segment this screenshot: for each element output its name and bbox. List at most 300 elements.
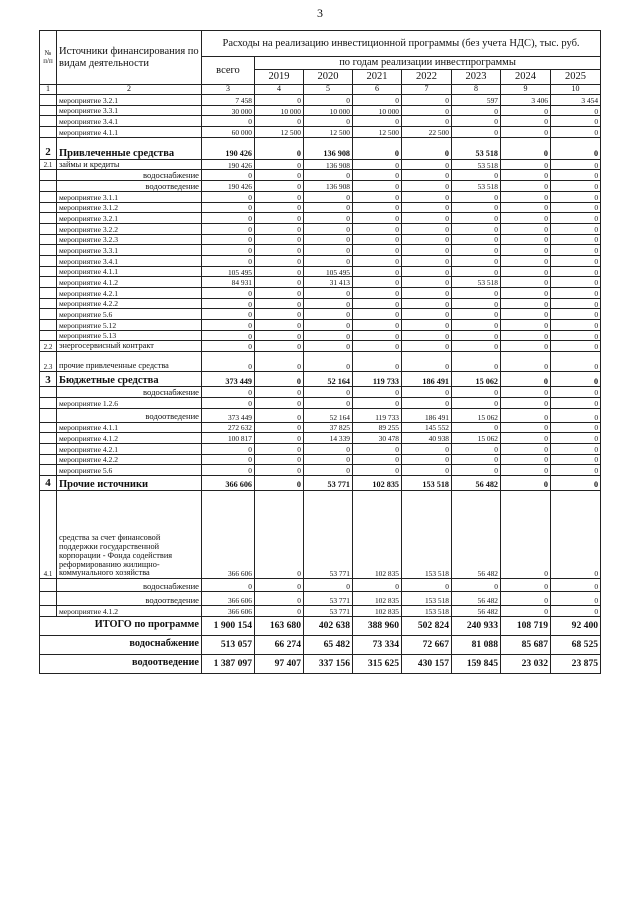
row-number	[40, 605, 57, 616]
table-row	[40, 223, 601, 234]
value-cell: 0	[255, 288, 304, 299]
value-cell: 0	[304, 352, 353, 372]
row-number	[40, 234, 57, 245]
value-cell: 136 908	[304, 137, 353, 159]
value-cell: 0	[202, 116, 255, 127]
value-cell: 0	[402, 202, 452, 213]
value-cell: 0	[402, 213, 452, 224]
row-label: мероприятие 4.2.1	[57, 443, 202, 454]
row-number	[40, 223, 57, 234]
value-cell: 0	[551, 137, 601, 159]
value-cell: 0	[501, 298, 551, 309]
value-cell: 190 426	[202, 181, 255, 192]
value-cell: 0	[501, 352, 551, 372]
value-cell: 0	[304, 397, 353, 408]
row-number: 3	[40, 372, 57, 387]
value-cell: 0	[501, 223, 551, 234]
value-cell: 0	[551, 181, 601, 192]
value-cell: 3 454	[551, 95, 601, 106]
value-cell: 0	[402, 105, 452, 116]
value-cell: 0	[551, 591, 601, 605]
value-cell: 0	[452, 266, 501, 277]
value-cell: 0	[255, 309, 304, 320]
table-row	[40, 234, 601, 245]
value-cell: 0	[501, 116, 551, 127]
year-header: 2020	[304, 70, 353, 85]
row-label: водоотведение	[57, 408, 202, 422]
row-number: 4	[40, 475, 57, 490]
value-cell: 10 000	[304, 105, 353, 116]
value-cell: 0	[255, 605, 304, 616]
table-row	[40, 127, 601, 138]
value-cell: 0	[402, 330, 452, 341]
row-label: мероприятие 3.2.1	[57, 95, 202, 106]
value-cell: 0	[255, 465, 304, 476]
table-row	[40, 181, 601, 192]
value-cell: 53 518	[452, 137, 501, 159]
value-cell: 0	[551, 372, 601, 387]
value-cell: 15 062	[452, 433, 501, 444]
value-cell: 7 458	[202, 95, 255, 106]
year-header: 2023	[452, 70, 501, 85]
total-value-cell: 1 900 154	[202, 616, 255, 635]
value-cell: 0	[255, 266, 304, 277]
value-cell: 12 500	[255, 127, 304, 138]
row-label: мероприятие 5.6	[57, 309, 202, 320]
value-cell: 0	[551, 116, 601, 127]
value-cell: 0	[255, 475, 304, 490]
value-cell: 0	[501, 255, 551, 266]
row-number	[40, 95, 57, 106]
page-number: 3	[317, 6, 323, 20]
value-cell: 0	[501, 341, 551, 352]
row-label: мероприятие 4.1.2	[57, 433, 202, 444]
value-cell: 0	[501, 465, 551, 476]
value-cell: 0	[255, 245, 304, 256]
total-value-cell: 81 088	[452, 635, 501, 654]
value-cell: 0	[501, 397, 551, 408]
value-cell: 53 771	[304, 591, 353, 605]
table-row	[40, 490, 601, 578]
total-value-cell: 65 482	[304, 635, 353, 654]
value-cell: 0	[353, 255, 402, 266]
value-cell: 0	[353, 387, 402, 398]
value-cell: 0	[402, 234, 452, 245]
value-cell: 102 835	[353, 591, 402, 605]
row-label: мероприятие 3.2.1	[57, 213, 202, 224]
value-cell: 0	[202, 309, 255, 320]
value-cell: 0	[551, 202, 601, 213]
value-cell: 0	[353, 397, 402, 408]
total-row	[40, 654, 601, 673]
value-cell: 0	[452, 234, 501, 245]
value-cell: 0	[551, 475, 601, 490]
total-value-cell: 23 032	[501, 654, 551, 673]
value-cell: 0	[202, 387, 255, 398]
value-cell: 0	[202, 255, 255, 266]
row-label: мероприятие 4.2.2	[57, 454, 202, 465]
row-label: мероприятие 5.13	[57, 330, 202, 341]
value-cell: 0	[501, 191, 551, 202]
row-number	[40, 408, 57, 422]
value-cell: 0	[402, 181, 452, 192]
value-cell: 0	[452, 223, 501, 234]
table-row	[40, 309, 601, 320]
value-cell: 0	[255, 578, 304, 591]
value-cell: 0	[501, 578, 551, 591]
value-cell: 0	[255, 387, 304, 398]
value-cell: 0	[353, 137, 402, 159]
value-cell: 105 495	[202, 266, 255, 277]
value-cell: 0	[304, 387, 353, 398]
value-cell: 0	[402, 465, 452, 476]
row-number	[40, 116, 57, 127]
value-cell: 0	[501, 127, 551, 138]
value-cell: 0	[304, 95, 353, 106]
value-cell: 0	[304, 288, 353, 299]
value-cell: 0	[353, 443, 402, 454]
value-cell: 0	[551, 422, 601, 433]
table-row	[40, 277, 601, 288]
value-cell: 0	[551, 159, 601, 170]
value-cell: 0	[304, 578, 353, 591]
value-cell: 0	[255, 422, 304, 433]
value-cell: 0	[551, 245, 601, 256]
value-cell: 105 495	[304, 266, 353, 277]
value-cell: 0	[255, 191, 304, 202]
value-cell: 0	[551, 465, 601, 476]
value-cell: 0	[255, 137, 304, 159]
value-cell: 0	[501, 475, 551, 490]
table-row	[40, 443, 601, 454]
value-cell: 0	[402, 245, 452, 256]
total-label: водоснабжение	[40, 635, 202, 654]
total-value-cell: 23 875	[551, 654, 601, 673]
value-cell: 0	[501, 202, 551, 213]
value-cell: 0	[551, 330, 601, 341]
value-cell: 0	[551, 105, 601, 116]
table-row	[40, 454, 601, 465]
value-cell: 0	[452, 330, 501, 341]
row-label: мероприятие 3.4.1	[57, 255, 202, 266]
value-cell: 0	[353, 95, 402, 106]
value-cell: 0	[551, 170, 601, 181]
value-cell: 0	[202, 170, 255, 181]
value-cell: 0	[551, 454, 601, 465]
value-cell: 100 817	[202, 433, 255, 444]
row-label: мероприятие 4.1.1	[57, 266, 202, 277]
row-label: водоотведение	[57, 181, 202, 192]
value-cell: 0	[255, 352, 304, 372]
table-row	[40, 213, 601, 224]
table-row	[40, 578, 601, 591]
table-row	[40, 387, 601, 398]
value-cell: 153 518	[402, 475, 452, 490]
row-label: мероприятие 4.1.2	[57, 277, 202, 288]
year-header: 2022	[402, 70, 452, 85]
value-cell: 0	[202, 213, 255, 224]
value-cell: 0	[353, 159, 402, 170]
value-cell: 0	[501, 372, 551, 387]
value-cell: 0	[255, 223, 304, 234]
value-cell: 0	[353, 191, 402, 202]
value-cell: 366 606	[202, 591, 255, 605]
value-cell: 0	[304, 191, 353, 202]
row-label: Привлеченные средства	[57, 137, 202, 159]
value-cell: 0	[501, 288, 551, 299]
value-cell: 119 733	[353, 408, 402, 422]
row-label: мероприятие 3.3.1	[57, 245, 202, 256]
row-label: мероприятие 4.1.2	[57, 605, 202, 616]
value-cell: 0	[202, 320, 255, 331]
table-row	[40, 433, 601, 444]
value-cell: 0	[353, 454, 402, 465]
value-cell: 0	[304, 170, 353, 181]
year-header: 2025	[551, 70, 601, 85]
column-number: 7	[402, 85, 452, 95]
value-cell: 0	[452, 352, 501, 372]
column-number: 9	[501, 85, 551, 95]
header-source: Источники финансирования по видам деятельности	[57, 31, 202, 85]
row-label: водоотведение	[57, 591, 202, 605]
value-cell: 0	[501, 433, 551, 444]
value-cell: 0	[551, 341, 601, 352]
value-cell: 0	[452, 288, 501, 299]
value-cell: 0	[452, 397, 501, 408]
row-label: водоснабжение	[57, 170, 202, 181]
row-number: 4.1	[40, 490, 57, 578]
value-cell: 0	[304, 298, 353, 309]
total-label: ИТОГО по программе	[40, 616, 202, 635]
value-cell: 0	[255, 372, 304, 387]
row-label: мероприятие 5.6	[57, 465, 202, 476]
value-cell: 0	[255, 330, 304, 341]
value-cell: 0	[402, 223, 452, 234]
value-cell: 56 482	[452, 490, 501, 578]
value-cell: 0	[452, 298, 501, 309]
value-cell: 102 835	[353, 475, 402, 490]
row-number	[40, 127, 57, 138]
table-row	[40, 372, 601, 387]
value-cell: 0	[551, 191, 601, 202]
total-value-cell: 92 400	[551, 616, 601, 635]
value-cell: 0	[551, 387, 601, 398]
row-label: Бюджетные средства	[57, 372, 202, 387]
row-label: мероприятие 3.2.3	[57, 234, 202, 245]
row-label: средства за счет финансовой поддержки государственной корпорации - Фонда содействия реформированию жилищно-коммунального хозяйства	[57, 490, 202, 578]
row-number	[40, 181, 57, 192]
value-cell: 0	[202, 341, 255, 352]
table-row	[40, 105, 601, 116]
value-cell: 0	[202, 330, 255, 341]
value-cell: 0	[402, 309, 452, 320]
table-body	[40, 95, 601, 674]
value-cell: 0	[353, 277, 402, 288]
year-header: 2021	[353, 70, 402, 85]
row-number: 2.2	[40, 341, 57, 352]
value-cell: 0	[202, 223, 255, 234]
value-cell: 0	[551, 234, 601, 245]
value-cell: 0	[452, 116, 501, 127]
column-number: 3	[202, 85, 255, 95]
value-cell: 0	[255, 490, 304, 578]
value-cell: 0	[402, 454, 452, 465]
table-row	[40, 330, 601, 341]
table-row	[40, 298, 601, 309]
value-cell: 102 835	[353, 605, 402, 616]
value-cell: 0	[452, 454, 501, 465]
value-cell: 0	[551, 213, 601, 224]
value-cell: 366 606	[202, 490, 255, 578]
table-row	[40, 255, 601, 266]
value-cell: 0	[255, 397, 304, 408]
row-number	[40, 465, 57, 476]
value-cell: 190 426	[202, 159, 255, 170]
value-cell: 0	[304, 234, 353, 245]
row-number	[40, 255, 57, 266]
value-cell: 0	[551, 433, 601, 444]
value-cell: 0	[501, 159, 551, 170]
value-cell: 0	[353, 213, 402, 224]
value-cell: 10 000	[353, 105, 402, 116]
row-label: мероприятие 3.1.1	[57, 191, 202, 202]
value-cell: 0	[255, 159, 304, 170]
table-row	[40, 245, 601, 256]
total-value-cell: 72 667	[402, 635, 452, 654]
value-cell: 0	[402, 159, 452, 170]
value-cell: 0	[255, 116, 304, 127]
value-cell: 0	[551, 255, 601, 266]
value-cell: 15 062	[452, 372, 501, 387]
total-value-cell: 502 824	[402, 616, 452, 635]
value-cell: 0	[304, 116, 353, 127]
total-row	[40, 635, 601, 654]
row-label: мероприятие 3.4.1	[57, 116, 202, 127]
table-row	[40, 352, 601, 372]
value-cell: 0	[304, 465, 353, 476]
value-cell: 0	[255, 255, 304, 266]
value-cell: 0	[501, 387, 551, 398]
value-cell: 0	[452, 387, 501, 398]
value-cell: 0	[402, 443, 452, 454]
value-cell: 0	[402, 191, 452, 202]
value-cell: 0	[304, 330, 353, 341]
value-cell: 0	[255, 433, 304, 444]
value-cell: 597	[452, 95, 501, 106]
value-cell: 53 518	[452, 181, 501, 192]
row-number	[40, 298, 57, 309]
value-cell: 0	[255, 170, 304, 181]
value-cell: 0	[353, 202, 402, 213]
value-cell: 53 771	[304, 490, 353, 578]
row-number	[40, 266, 57, 277]
row-number	[40, 202, 57, 213]
value-cell: 0	[452, 105, 501, 116]
value-cell: 0	[255, 454, 304, 465]
value-cell: 53 518	[452, 159, 501, 170]
value-cell: 0	[304, 443, 353, 454]
value-cell: 0	[255, 95, 304, 106]
value-cell: 15 062	[452, 408, 501, 422]
value-cell: 0	[551, 605, 601, 616]
value-cell: 84 931	[202, 277, 255, 288]
value-cell: 153 518	[402, 591, 452, 605]
table-row	[40, 408, 601, 422]
column-number: 5	[304, 85, 353, 95]
header-years-group: по годам реализации инвестпрограммы	[255, 57, 601, 70]
value-cell: 0	[501, 137, 551, 159]
value-cell: 0	[551, 443, 601, 454]
value-cell: 0	[551, 397, 601, 408]
total-value-cell: 513 057	[202, 635, 255, 654]
value-cell: 0	[304, 341, 353, 352]
column-numbers-row	[40, 85, 601, 95]
row-number	[40, 170, 57, 181]
value-cell: 30 000	[202, 105, 255, 116]
table-row	[40, 191, 601, 202]
value-cell: 0	[452, 213, 501, 224]
value-cell: 0	[501, 266, 551, 277]
header-expenses: Расходы на реализацию инвестиционной программы (без учета НДС), тыс. руб.	[202, 31, 601, 57]
value-cell: 0	[501, 181, 551, 192]
total-value-cell: 388 960	[353, 616, 402, 635]
total-value-cell: 68 525	[551, 635, 601, 654]
table-header	[40, 31, 601, 95]
header-total: всего	[202, 57, 255, 85]
row-number	[40, 320, 57, 331]
value-cell: 0	[551, 352, 601, 372]
column-number: 6	[353, 85, 402, 95]
value-cell: 102 835	[353, 490, 402, 578]
row-number	[40, 330, 57, 341]
row-number	[40, 213, 57, 224]
row-number	[40, 277, 57, 288]
row-number	[40, 443, 57, 454]
row-label: прочие привлеченные средства	[57, 352, 202, 372]
year-header: 2019	[255, 70, 304, 85]
value-cell: 0	[551, 127, 601, 138]
row-label: мероприятие 3.3.1	[57, 105, 202, 116]
value-cell: 0	[501, 591, 551, 605]
value-cell: 0	[402, 320, 452, 331]
table-row	[40, 475, 601, 490]
value-cell: 0	[202, 578, 255, 591]
row-label: мероприятие 1.2.6	[57, 397, 202, 408]
value-cell: 0	[402, 277, 452, 288]
value-cell: 0	[402, 137, 452, 159]
value-cell: 0	[202, 298, 255, 309]
value-cell: 0	[353, 330, 402, 341]
value-cell: 0	[501, 320, 551, 331]
value-cell: 0	[501, 309, 551, 320]
row-number	[40, 288, 57, 299]
total-value-cell: 159 845	[452, 654, 501, 673]
value-cell: 0	[402, 170, 452, 181]
value-cell: 0	[353, 309, 402, 320]
value-cell: 0	[304, 255, 353, 266]
value-cell: 0	[501, 105, 551, 116]
value-cell: 14 339	[304, 433, 353, 444]
table-row	[40, 341, 601, 352]
value-cell: 190 426	[202, 137, 255, 159]
table-row	[40, 159, 601, 170]
row-label: мероприятие 5.12	[57, 320, 202, 331]
table-row	[40, 137, 601, 159]
value-cell: 0	[304, 223, 353, 234]
value-cell: 366 606	[202, 475, 255, 490]
row-number	[40, 245, 57, 256]
value-cell: 0	[501, 454, 551, 465]
